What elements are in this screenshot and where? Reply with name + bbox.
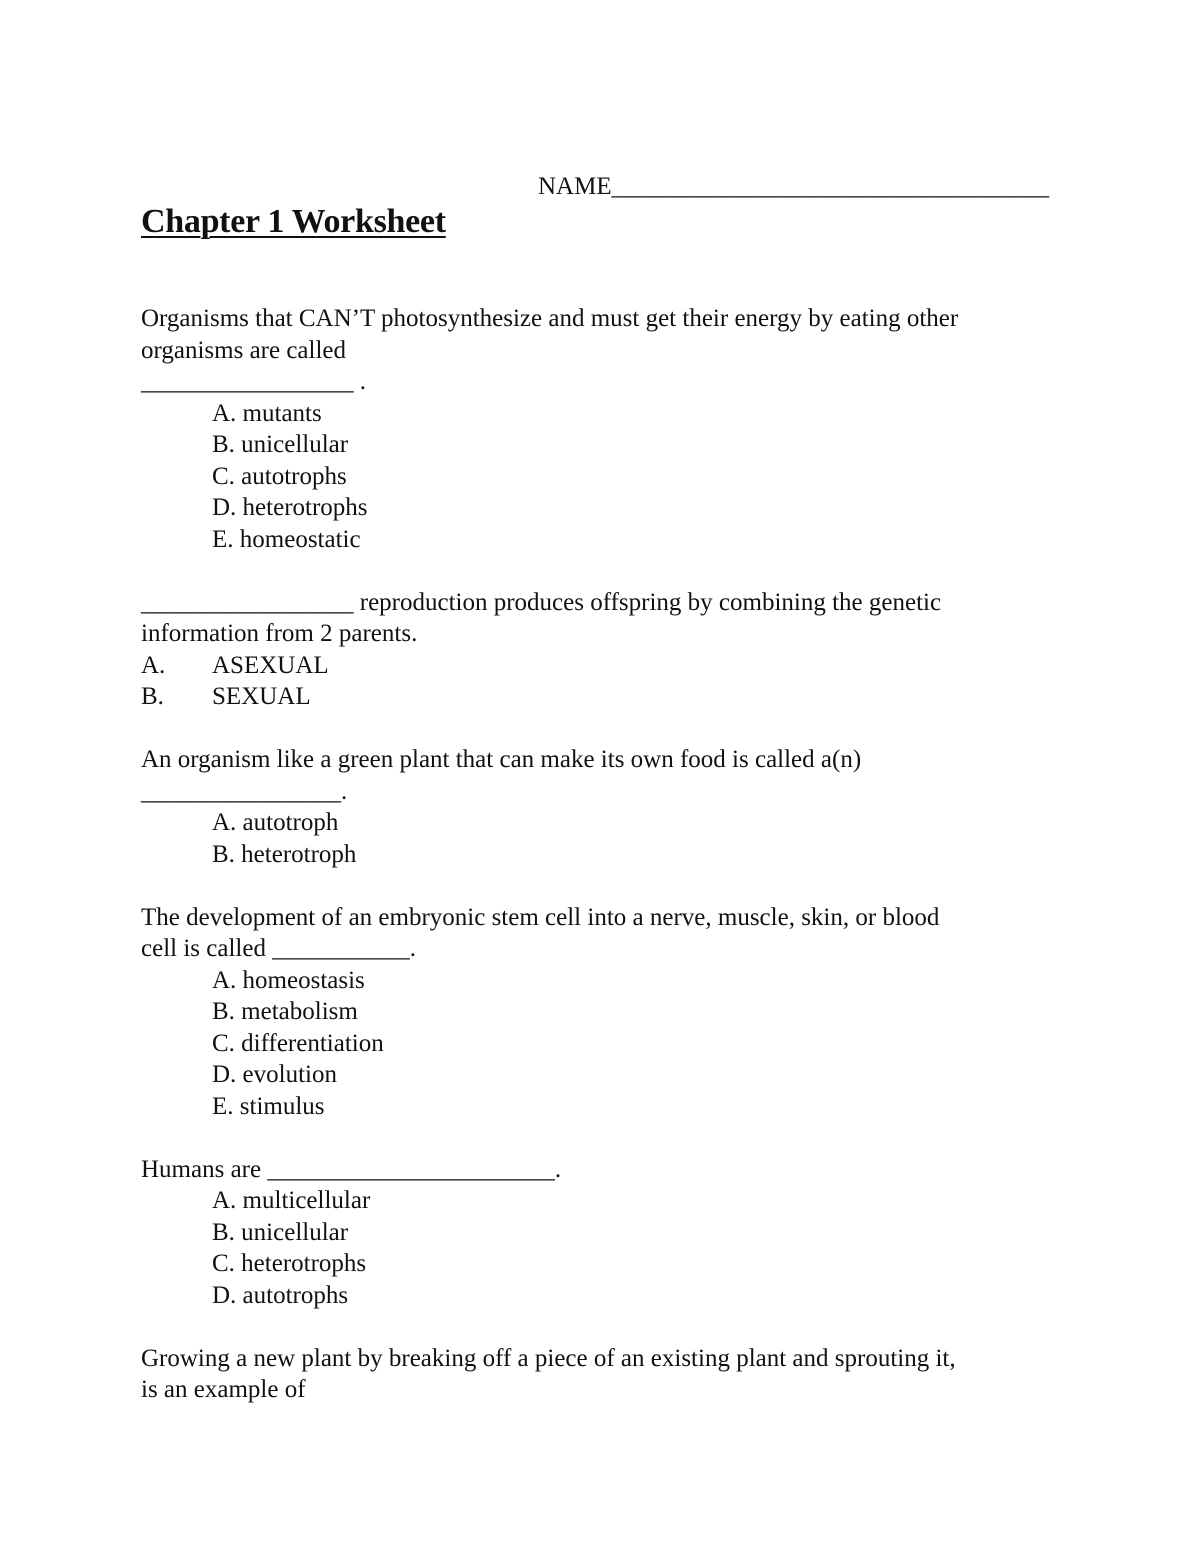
option-item: C. heterotrophs bbox=[212, 1250, 367, 1277]
option-letter: B. bbox=[141, 683, 164, 710]
option-text: SEXUAL bbox=[212, 683, 311, 710]
option-item: D. autotrophs bbox=[212, 1281, 349, 1309]
question-text-line: _________________ reproduction produces offspring by combining the genetic bbox=[141, 588, 942, 616]
question-5 bbox=[141, 1154, 1061, 1312]
question-text-line: The development of an embryonic stem cell into a nerve, muscle, skin, or blood bbox=[141, 903, 940, 931]
page-title: Chapter 1 Worksheet bbox=[141, 203, 446, 240]
option-item: C. autotrophs bbox=[212, 462, 347, 490]
option-item: E. stimulus bbox=[212, 1092, 325, 1120]
option-item: B. heterotroph bbox=[212, 840, 357, 868]
option-list bbox=[141, 650, 1061, 713]
answer-blank: ________________. bbox=[141, 777, 348, 805]
option-item: D. heterotrophs bbox=[212, 494, 368, 521]
question-text-line: information from 2 parents. bbox=[141, 620, 418, 647]
question-text-line: cell is called ___________. bbox=[141, 935, 416, 962]
option-letter: A. bbox=[141, 651, 166, 679]
question-text-line: organisms are called bbox=[141, 336, 347, 364]
question-4 bbox=[141, 902, 1061, 1123]
option-list bbox=[141, 807, 1061, 870]
worksheet-body bbox=[141, 303, 1061, 1406]
option-list bbox=[141, 398, 1061, 556]
question-text-line: Growing a new plant by breaking off a piece of an existing plant and sprouting it, bbox=[141, 1344, 956, 1372]
option-item: B. unicellular bbox=[212, 431, 349, 458]
option-item: A. autotroph bbox=[212, 809, 339, 836]
answer-blank: _________________ . bbox=[141, 368, 366, 395]
option-text: ASEXUAL bbox=[212, 651, 329, 679]
question-6 bbox=[141, 1343, 1061, 1406]
question-3 bbox=[141, 744, 1061, 870]
option-item: C. differentiation bbox=[212, 1029, 384, 1057]
question-1 bbox=[141, 303, 1061, 555]
option-item: A. homeostasis bbox=[212, 966, 365, 994]
question-text-line: An organism like a green plant that can make its own food is called a(n) bbox=[141, 746, 862, 773]
question-text-line: Humans are _______________________. bbox=[141, 1155, 562, 1183]
option-item: B. unicellular bbox=[212, 1218, 349, 1246]
option-item: A. mutants bbox=[212, 399, 322, 427]
name-field-label: NAME___________________________________ bbox=[538, 173, 1050, 200]
option-item: D. evolution bbox=[212, 1061, 337, 1088]
question-text-line: is an example of bbox=[141, 1376, 306, 1403]
option-item: E. homeostatic bbox=[212, 525, 361, 553]
option-list bbox=[141, 965, 1061, 1123]
option-item bbox=[141, 681, 1061, 713]
option-item: A. multicellular bbox=[212, 1187, 371, 1214]
option-item: B. metabolism bbox=[212, 998, 358, 1025]
option-item bbox=[141, 650, 1061, 682]
question-2 bbox=[141, 587, 1061, 713]
question-text-line: Organisms that CAN’T photosynthesize and must get their energy by eating other bbox=[141, 305, 959, 332]
option-list bbox=[141, 1185, 1061, 1311]
